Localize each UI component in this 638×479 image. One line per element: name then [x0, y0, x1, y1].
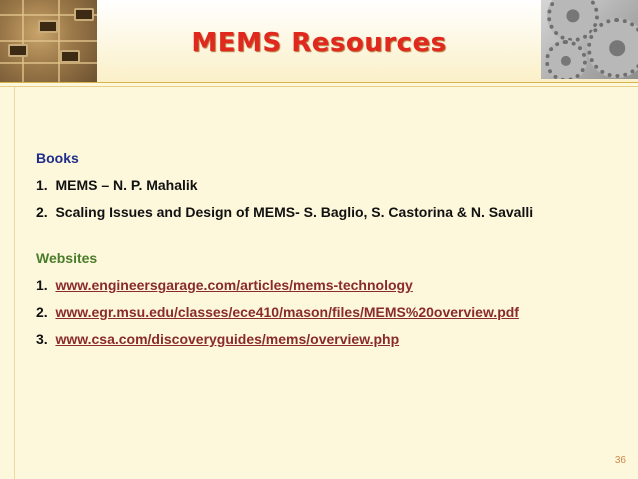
book-item — [36, 177, 626, 193]
list-number: 2. — [36, 304, 48, 320]
website-item — [36, 277, 626, 293]
left-margin-line — [14, 87, 15, 479]
slide-content — [36, 150, 626, 347]
micro-gears-image — [541, 0, 638, 79]
website-link[interactable]: www.egr.msu.edu/classes/ece410/mason/files/MEMS%20overview.pdf — [55, 304, 519, 320]
website-link[interactable]: www.engineersgarage.com/articles/mems-technology — [55, 277, 413, 293]
website-link[interactable]: www.csa.com/discoveryguides/mems/overview.php — [55, 331, 400, 347]
books-heading: Books — [36, 150, 79, 166]
book-title: Scaling Issues and Design of MEMS- S. Baglio, S. Castorina & N. Savalli — [55, 204, 534, 220]
header-divider-secondary — [0, 86, 638, 87]
book-item — [36, 204, 626, 220]
website-item — [36, 304, 626, 320]
website-item — [36, 331, 626, 347]
list-number: 1. — [36, 177, 48, 193]
slide-title: MEMS Resources — [191, 28, 447, 58]
book-title: MEMS – N. P. Mahalik — [55, 177, 198, 193]
page-number: 36 — [614, 455, 626, 466]
list-number: 3. — [36, 331, 48, 347]
list-number: 1. — [36, 277, 48, 293]
list-number: 2. — [36, 204, 48, 220]
circuit-board-image — [0, 0, 97, 82]
header-divider — [0, 82, 638, 83]
websites-heading: Websites — [36, 250, 98, 266]
